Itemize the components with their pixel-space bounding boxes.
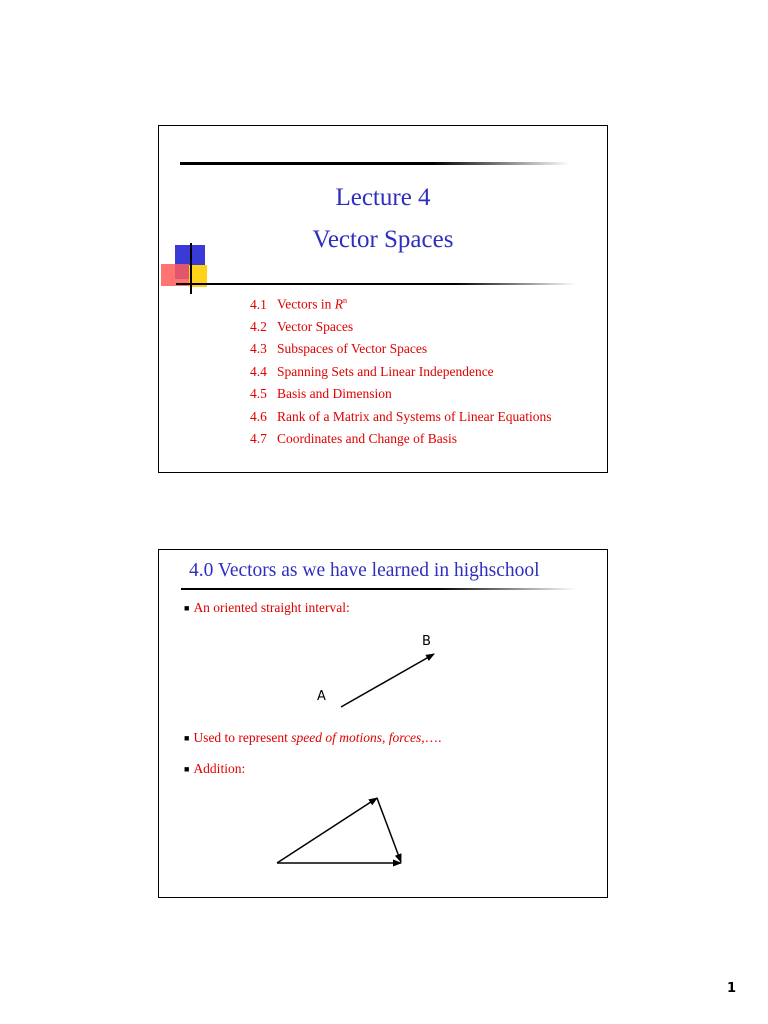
toc-text: Spanning Sets and Linear Independence	[277, 363, 494, 379]
bullet-marker-icon: ■	[184, 733, 190, 743]
page-number: 1	[726, 981, 736, 996]
bullet-suffix: ….	[424, 730, 442, 745]
toc-number: 4.2	[250, 318, 267, 334]
toc-item	[250, 316, 551, 338]
bullet-text: Used to represent	[193, 730, 292, 745]
top-rule	[180, 162, 570, 165]
table-of-contents	[250, 290, 551, 450]
lecture-topic: Vector Spaces	[312, 226, 454, 253]
toc-item	[250, 383, 551, 405]
bullet-addition	[184, 761, 245, 777]
toc-number: 4.5	[250, 386, 267, 402]
toc-item	[250, 361, 551, 383]
bullet-text: An oriented straight interval:	[193, 600, 350, 615]
toc-item	[250, 338, 551, 360]
toc-item	[250, 290, 551, 316]
toc-number: 4.3	[250, 341, 267, 357]
point-label-b: B	[422, 634, 431, 649]
toc-text: Vectors in	[277, 296, 335, 312]
middle-rule	[176, 283, 576, 285]
toc-number: 4.1	[250, 296, 267, 312]
toc-item	[250, 428, 551, 450]
toc-text: Subspaces of Vector Spaces	[277, 341, 428, 357]
bullet-used-to-represent	[184, 730, 442, 746]
slide-vectors-intro	[158, 549, 608, 898]
lecture-number: Lecture 4	[335, 184, 431, 211]
toc-text: Rank of a Matrix and Systems of Linear Equations	[277, 408, 552, 424]
vector-ab-arrow	[341, 654, 434, 707]
toc-superscript: n	[343, 296, 347, 305]
bullet-italic-text: speed of motions, forces,	[291, 730, 425, 745]
toc-symbol: R	[334, 296, 343, 312]
toc-text: Vector Spaces	[277, 318, 354, 334]
addition-vector-1-arrow	[277, 798, 377, 863]
addition-vector-2-arrow	[377, 798, 401, 862]
point-label-a: A	[317, 689, 326, 704]
toc-number: 4.6	[250, 408, 267, 424]
bullet-text: Addition:	[193, 761, 246, 776]
toc-text: Coordinates and Change of Basis	[277, 430, 457, 446]
slide-lecture-title	[158, 125, 608, 473]
toc-number: 4.4	[250, 363, 267, 379]
toc-item	[250, 406, 551, 428]
toc-number: 4.7	[250, 430, 267, 446]
bullet-marker-icon: ■	[184, 603, 190, 613]
decor-vertical-line	[190, 243, 192, 294]
bullet-marker-icon: ■	[184, 764, 190, 774]
slide-title: 4.0 Vectors as we have learned in highschool	[189, 560, 540, 581]
vector-diagrams	[159, 550, 609, 899]
toc-text: Basis and Dimension	[277, 386, 392, 402]
